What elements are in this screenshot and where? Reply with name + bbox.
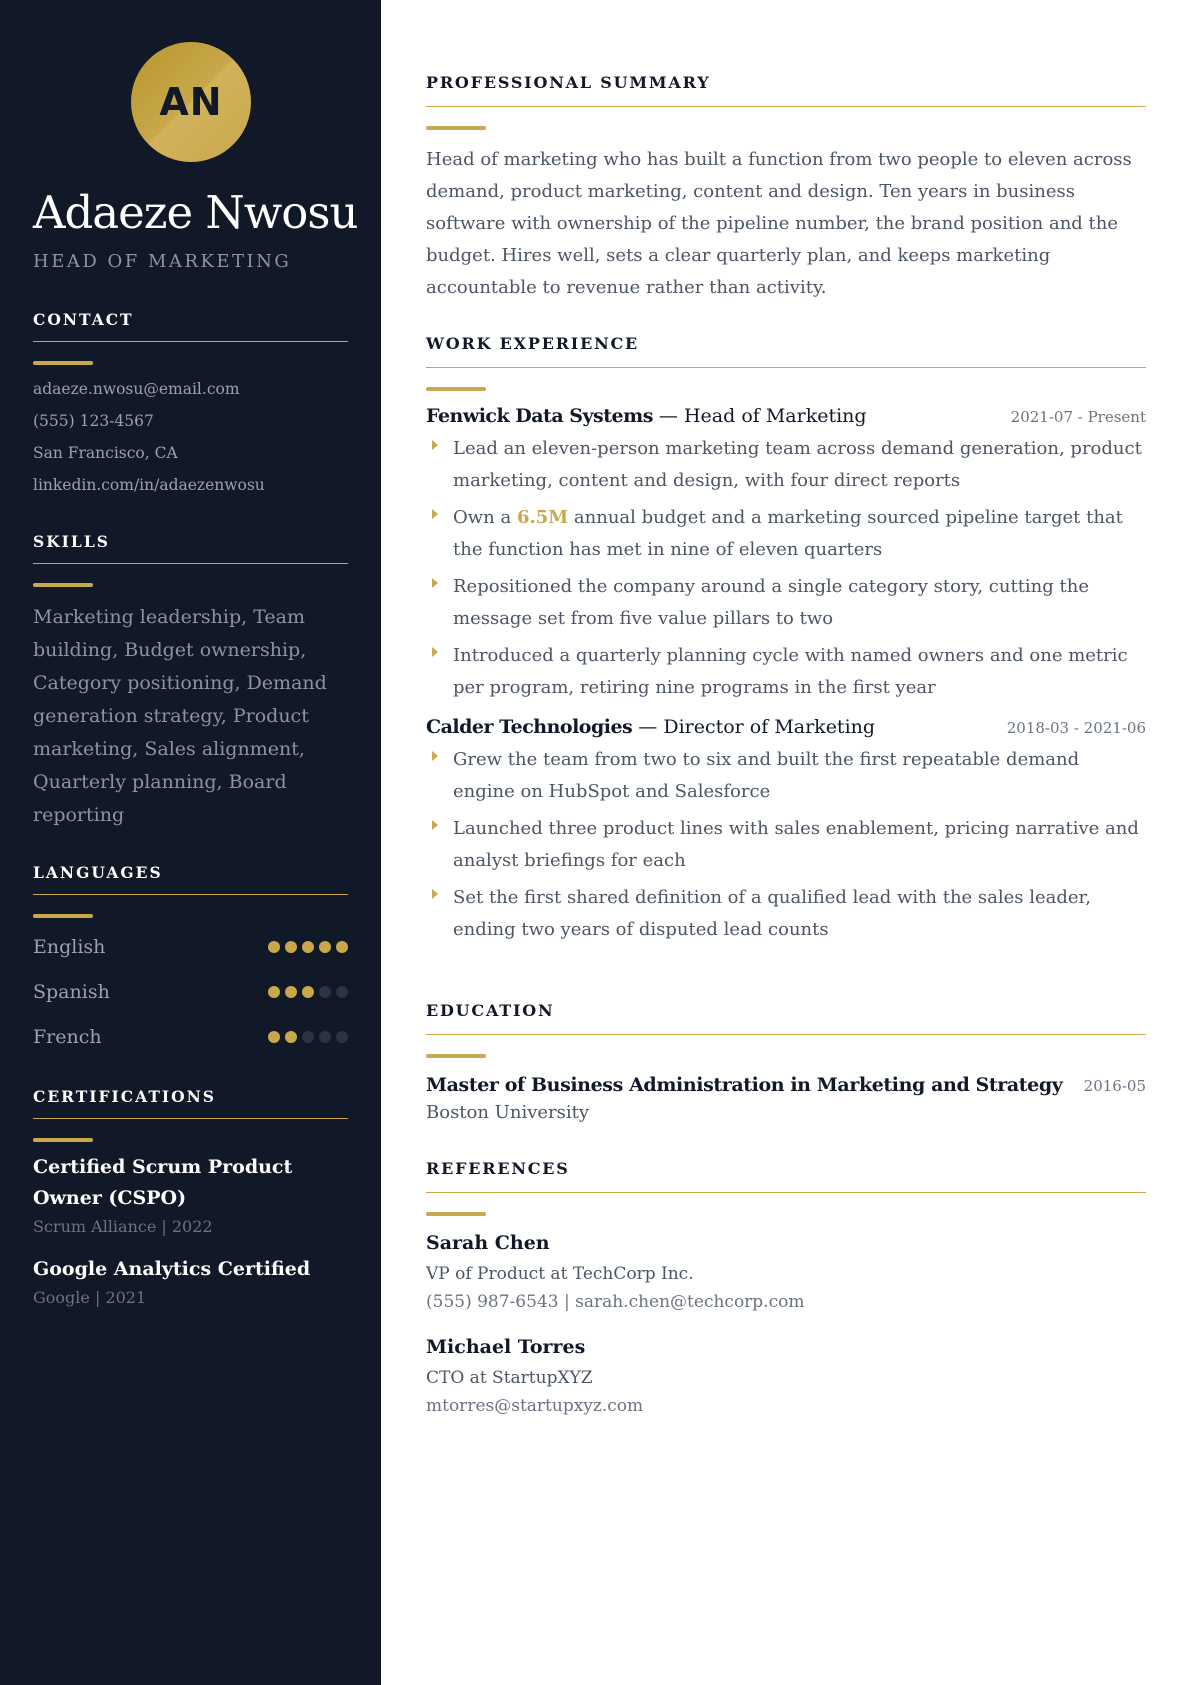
job-position: — Director of Marketing bbox=[632, 716, 876, 738]
language-row bbox=[33, 924, 348, 969]
proficiency-dot-filled bbox=[319, 941, 331, 953]
proficiency-dot-empty bbox=[336, 1031, 348, 1043]
bullet-text-pre: Own a bbox=[453, 507, 517, 528]
contact-title: CONTACT bbox=[33, 310, 134, 329]
bullet-item bbox=[426, 640, 1146, 704]
certification-name: Certified Scrum Product Owner (CSPO) bbox=[33, 1156, 293, 1209]
proficiency-dot-filled bbox=[336, 941, 348, 953]
section-divider bbox=[426, 1034, 1146, 1035]
summary-text: Head of marketing who has built a function from two people to eleven across demand, product marketing, content and design. Ten years in business software with ownership of the pipeline number, the brand position and the budget. Hires well, sets a clear quarterly plan, and keeps marketing accountable to revenue rather than activity. bbox=[426, 149, 1132, 298]
job-bullets bbox=[426, 744, 1146, 946]
proficiency-dot-filled bbox=[302, 941, 314, 953]
section-accent bbox=[33, 361, 93, 365]
job-entry bbox=[426, 716, 1146, 946]
proficiency-dot-empty bbox=[319, 1031, 331, 1043]
contact-email[interactable]: adaeze.nwosu@email.com bbox=[33, 380, 240, 398]
section-divider bbox=[33, 894, 348, 895]
sidebar bbox=[0, 0, 381, 1685]
bullet-item bbox=[426, 571, 1146, 635]
bullet-marker-icon bbox=[432, 509, 438, 519]
bullet-item bbox=[426, 813, 1146, 877]
bullet-text: Introduced a quarterly planning cycle with named owners and one metric per program, retiring nine programs in the first year bbox=[453, 645, 1128, 698]
job-header bbox=[426, 405, 1146, 427]
bullet-marker-icon bbox=[432, 751, 438, 761]
education-title: EDUCATION bbox=[426, 1001, 555, 1020]
proficiency-dots bbox=[268, 986, 348, 998]
reference-item bbox=[426, 1232, 1146, 1312]
bullet-text: Grew the team from two to six and built the first repeatable demand engine on HubSpot and Salesforce bbox=[453, 749, 1080, 802]
section-divider bbox=[33, 341, 348, 342]
bullet-marker-icon bbox=[432, 647, 438, 657]
skills-list: Marketing leadership, Team building, Budget ownership, Category positioning, Demand generation strategy, Product marketing, Sales alignment, Quarterly planning, Board reporting bbox=[33, 606, 327, 826]
contact-location: San Francisco, CA bbox=[33, 444, 178, 462]
bullet-text: Repositioned the company around a single category story, cutting the message set from five value pillars to two bbox=[453, 576, 1089, 629]
avatar-initials: AN bbox=[159, 80, 223, 124]
bullet-marker-icon bbox=[432, 578, 438, 588]
education-section bbox=[426, 1001, 1146, 1123]
job-header bbox=[426, 716, 1146, 738]
certification-issuer: Scrum Alliance | 2022 bbox=[33, 1217, 213, 1236]
job-company: Calder Technologies bbox=[426, 716, 633, 738]
proficiency-dot-filled bbox=[268, 1031, 280, 1043]
bullet-marker-icon bbox=[432, 889, 438, 899]
reference-contact[interactable]: mtorres@startupxyz.com bbox=[426, 1396, 644, 1416]
job-title bbox=[426, 405, 867, 427]
references-section bbox=[426, 1159, 1146, 1416]
bullet-item bbox=[426, 502, 1146, 566]
job-company: Fenwick Data Systems bbox=[426, 405, 653, 427]
contact-phone[interactable]: (555) 123-4567 bbox=[33, 412, 154, 430]
proficiency-dot-empty bbox=[336, 986, 348, 998]
summary-section bbox=[426, 73, 1146, 304]
certification-item bbox=[33, 1254, 348, 1311]
bullet-text: Lead an eleven-person marketing team across demand generation, product marketing, content and design, with four direct reports bbox=[453, 438, 1142, 491]
section-divider bbox=[426, 367, 1146, 368]
proficiency-dot-empty bbox=[302, 1031, 314, 1043]
experience-title: WORK EXPERIENCE bbox=[426, 334, 640, 353]
certification-name: Google Analytics Certified bbox=[33, 1258, 311, 1280]
bullet-item bbox=[426, 744, 1146, 808]
bullet-item bbox=[426, 433, 1146, 497]
reference-role: CTO at StartupXYZ bbox=[426, 1368, 593, 1388]
contact-linkedin[interactable]: linkedin.com/in/adaezenwosu bbox=[33, 476, 265, 494]
bullet-marker-icon bbox=[432, 440, 438, 450]
education-school: Boston University bbox=[426, 1102, 590, 1123]
reference-item bbox=[426, 1336, 1146, 1416]
bullet-text: Set the first shared definition of a qualified lead with the sales leader, ending two years of disputed lead counts bbox=[453, 887, 1091, 940]
section-divider bbox=[33, 563, 348, 564]
summary-title: PROFESSIONAL SUMMARY bbox=[426, 73, 711, 92]
language-row bbox=[33, 969, 348, 1014]
section-accent bbox=[426, 387, 486, 391]
proficiency-dot-filled bbox=[285, 941, 297, 953]
proficiency-dot-filled bbox=[268, 941, 280, 953]
section-accent bbox=[33, 1138, 93, 1142]
section-accent bbox=[33, 583, 93, 587]
section-accent bbox=[426, 1054, 486, 1058]
bullet-marker-icon bbox=[432, 820, 438, 830]
bullet-highlight: 6.5M bbox=[516, 507, 569, 528]
experience-section bbox=[426, 334, 1146, 951]
certification-issuer: Google | 2021 bbox=[33, 1288, 147, 1307]
section-accent bbox=[426, 1212, 486, 1216]
reference-name: Sarah Chen bbox=[426, 1232, 550, 1254]
proficiency-dot-filled bbox=[285, 986, 297, 998]
job-dates: 2018-03 - 2021-06 bbox=[1006, 719, 1146, 737]
languages-section bbox=[33, 863, 348, 1059]
job-dates: 2021-07 - Present bbox=[1010, 408, 1146, 426]
proficiency-dot-filled bbox=[302, 986, 314, 998]
bullet-text-post: annual budget and a marketing sourced pipeline target that the function has met in nine of eleven quarters bbox=[453, 507, 1123, 560]
candidate-name: Adaeze Nwosu bbox=[33, 186, 358, 239]
job-position: — Head of Marketing bbox=[652, 405, 867, 427]
section-divider bbox=[426, 106, 1146, 107]
skills-section bbox=[33, 532, 348, 832]
contact-section bbox=[33, 310, 348, 501]
section-divider bbox=[426, 1192, 1146, 1193]
proficiency-dots bbox=[268, 941, 348, 953]
section-accent bbox=[33, 914, 93, 918]
reference-contact[interactable]: (555) 987-6543 | sarah.chen@techcorp.com bbox=[426, 1292, 805, 1312]
section-accent bbox=[426, 126, 486, 130]
bullet-item bbox=[426, 882, 1146, 946]
education-degree: Master of Business Administration in Marketing and Strategy bbox=[426, 1074, 1063, 1096]
avatar bbox=[131, 42, 251, 162]
certification-item bbox=[33, 1152, 348, 1240]
education-header bbox=[426, 1074, 1146, 1096]
language-row bbox=[33, 1014, 348, 1059]
reference-name: Michael Torres bbox=[426, 1336, 586, 1358]
skills-title: SKILLS bbox=[33, 532, 110, 551]
job-entry bbox=[426, 405, 1146, 704]
job-bullets bbox=[426, 433, 1146, 704]
certifications-section bbox=[33, 1087, 348, 1311]
candidate-role: HEAD OF MARKETING bbox=[33, 251, 292, 272]
language-name: French bbox=[33, 1025, 102, 1048]
bullet-text: Launched three product lines with sales enablement, pricing narrative and analyst briefings for each bbox=[453, 818, 1139, 871]
education-date: 2016-05 bbox=[1083, 1077, 1146, 1095]
language-name: English bbox=[33, 935, 106, 958]
job-title bbox=[426, 716, 875, 738]
language-name: Spanish bbox=[33, 980, 110, 1003]
proficiency-dot-empty bbox=[319, 986, 331, 998]
proficiency-dot-filled bbox=[285, 1031, 297, 1043]
proficiency-dots bbox=[268, 1031, 348, 1043]
certifications-title: CERTIFICATIONS bbox=[33, 1087, 216, 1106]
proficiency-dot-filled bbox=[268, 986, 280, 998]
language-list bbox=[33, 924, 348, 1059]
section-divider bbox=[33, 1118, 348, 1119]
languages-title: LANGUAGES bbox=[33, 863, 163, 882]
reference-role: VP of Product at TechCorp Inc. bbox=[426, 1264, 694, 1284]
references-title: REFERENCES bbox=[426, 1159, 570, 1178]
